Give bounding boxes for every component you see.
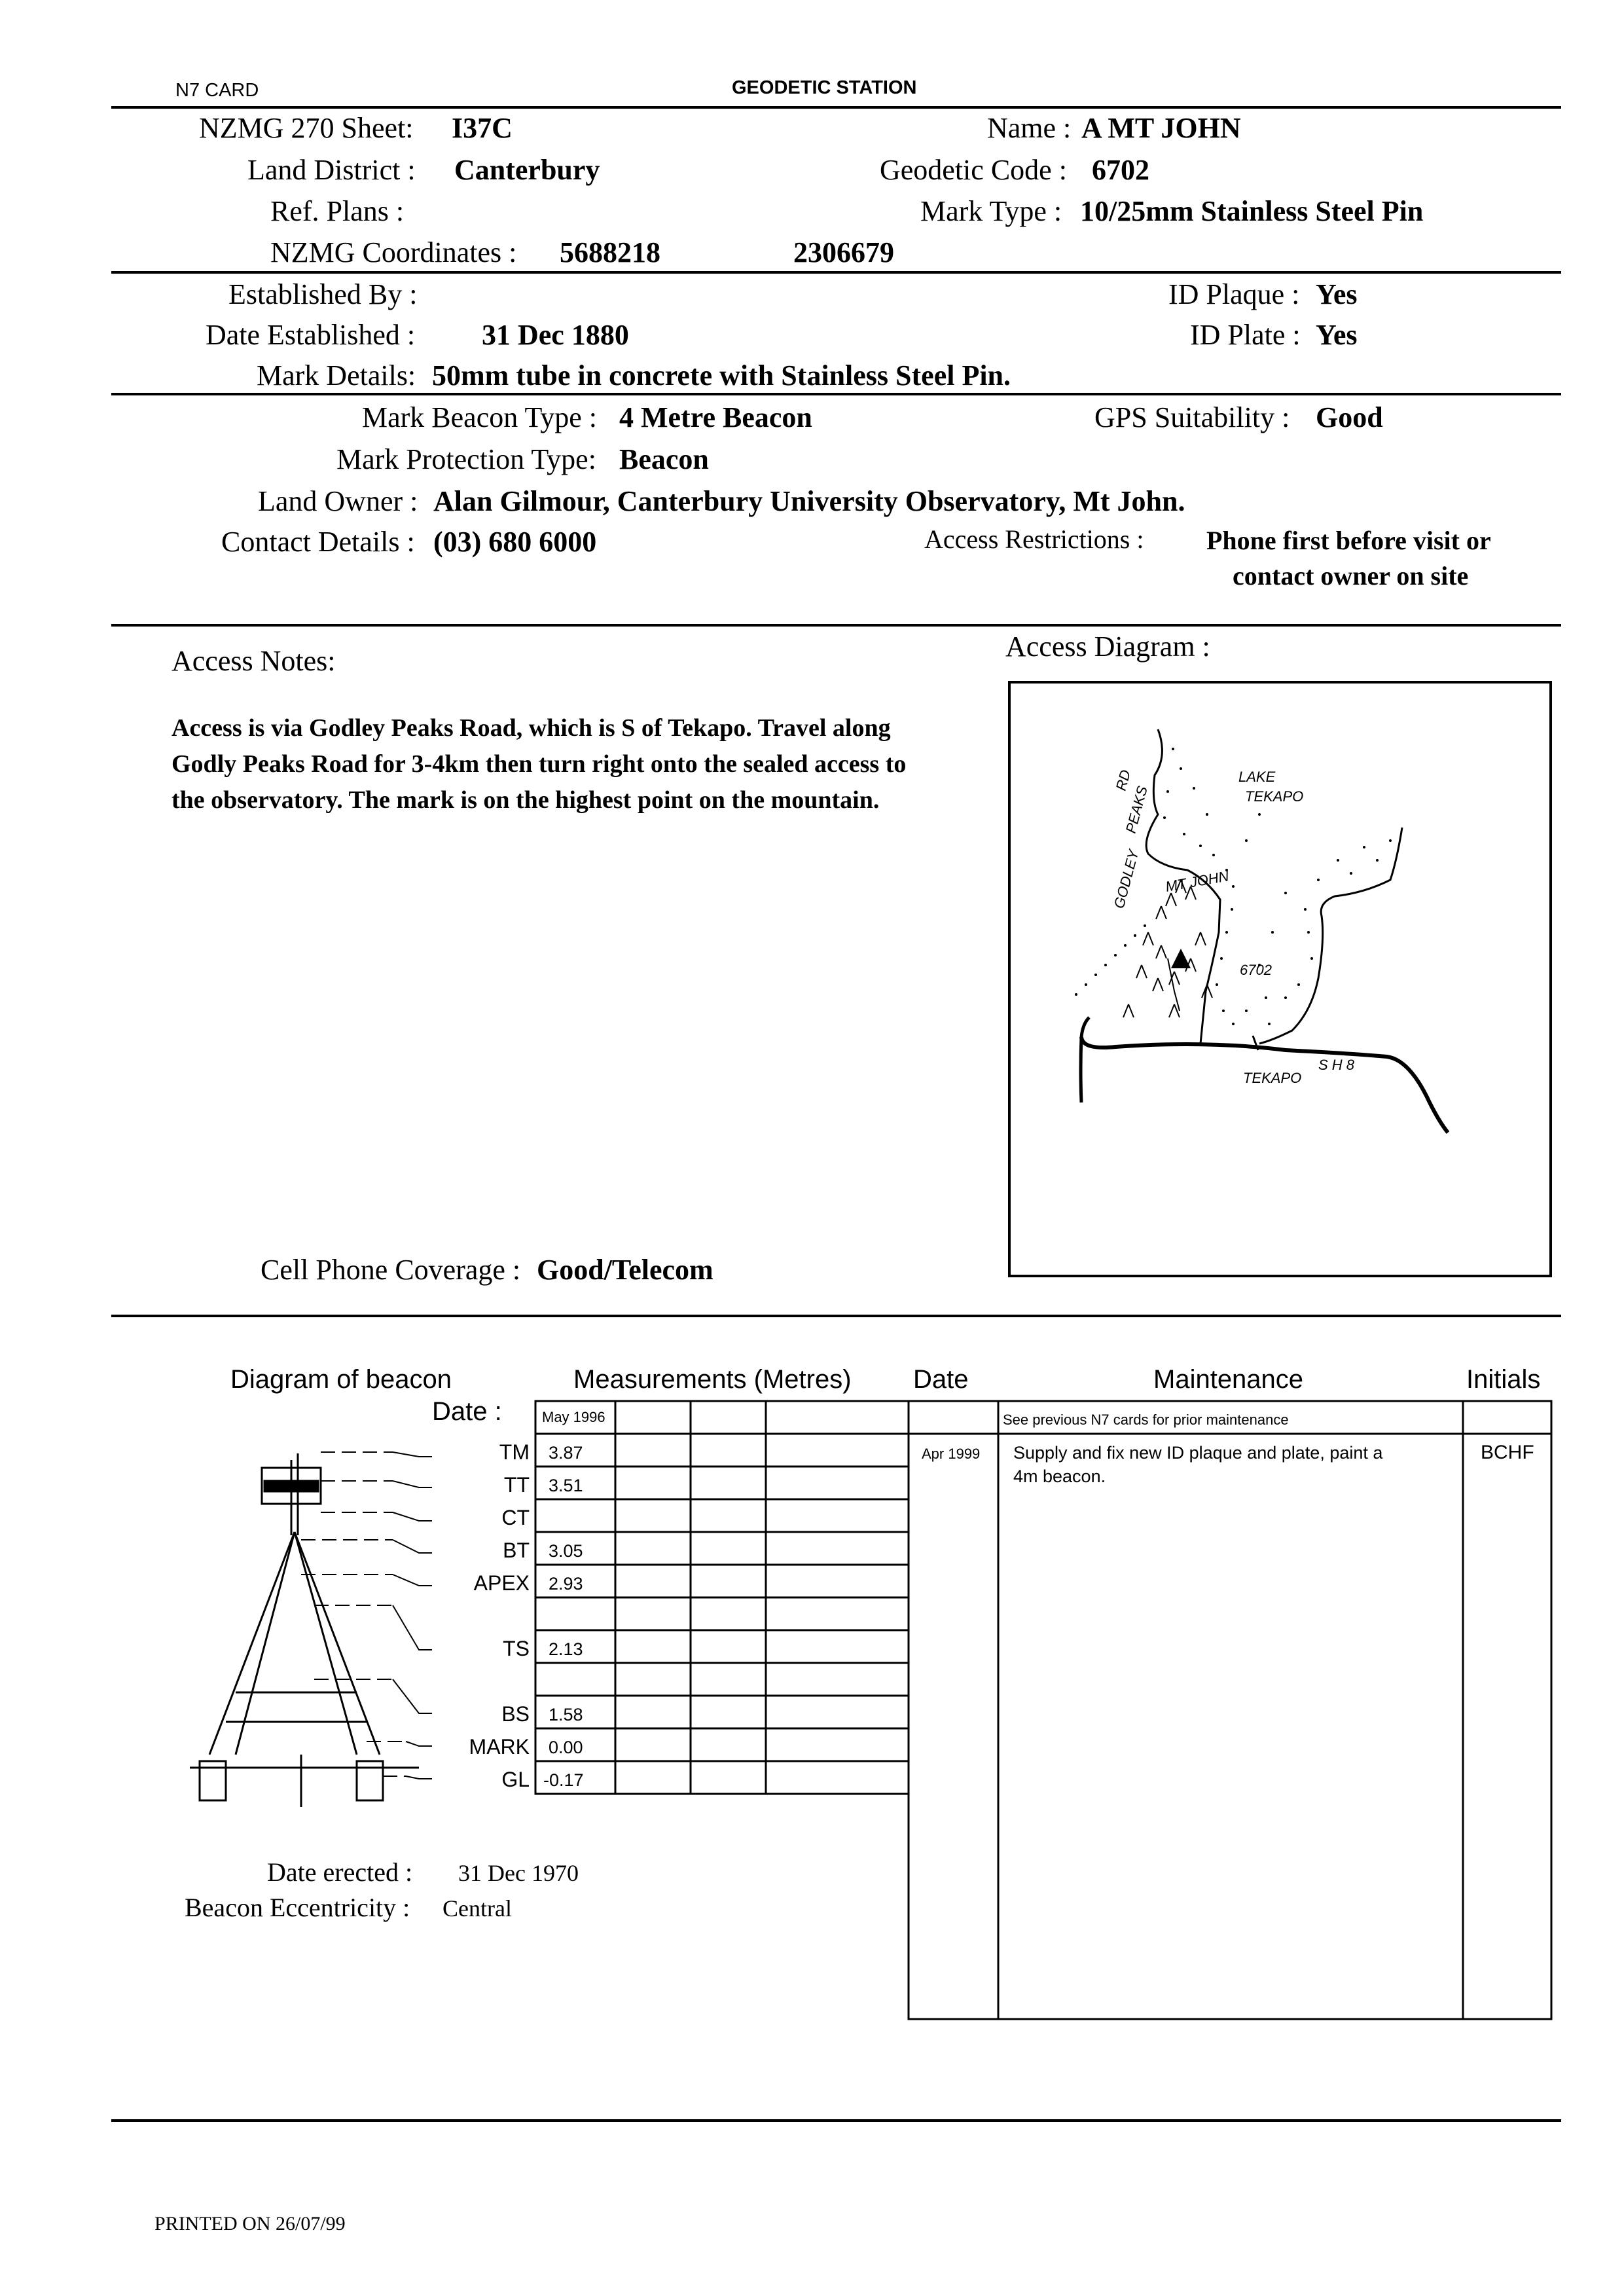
measurements-title: Measurements (Metres): [573, 1365, 852, 1394]
row-value-mark: 0.00: [549, 1738, 583, 1757]
cell-coverage-label: Cell Phone Coverage :: [261, 1254, 521, 1286]
maintenance-entry-line1: Supply and fix new ID plaque and plate, paint a: [1013, 1443, 1383, 1463]
contact-label: Contact Details :: [221, 526, 415, 558]
map-label-rd: RD: [1112, 768, 1134, 793]
mark-type-label: Mark Type :: [920, 195, 1062, 227]
row-label-ct: CT: [501, 1506, 530, 1529]
date-column-header: Date: [913, 1365, 969, 1394]
access-notes-label: Access Notes:: [171, 645, 336, 677]
row-value-bt: 3.05: [549, 1541, 583, 1561]
map-label-peaks: PEAKS: [1122, 784, 1151, 835]
land-owner-value: Alan Gilmour, Canterbury University Observatory, Mt John.: [433, 485, 1185, 517]
date-erected-label: Date erected :: [267, 1857, 413, 1887]
map-label-tekapo-lake: TEKAPO: [1245, 788, 1304, 805]
row-value-tm: 3.87: [549, 1443, 583, 1463]
access-diagram-map: [1008, 681, 1552, 1277]
maintenance-initials: BCHF: [1481, 1442, 1534, 1463]
coordinates-label: NZMG Coordinates :: [270, 236, 517, 268]
beacon-type-label: Mark Beacon Type :: [362, 401, 598, 433]
northing-value: 5688218: [560, 236, 660, 268]
access-notes-text: Access is via Godley Peaks Road, which is S of Tekapo. Travel along Godly Peaks Road for 3-4km then turn right onto the sealed access to the observatory. The mark is on the highest point on the mountain.: [171, 714, 907, 814]
ref-plans-label: Ref. Plans :: [270, 195, 405, 227]
cell-coverage-value: Good/Telecom: [537, 1254, 713, 1286]
mark-details-value: 50mm tube in concrete with Stainless Steel Pin.: [432, 359, 1011, 392]
date-row-label: Date :: [432, 1397, 502, 1426]
geodetic-code-label: Geodetic Code :: [880, 154, 1067, 186]
protection-label: Mark Protection Type:: [336, 443, 596, 475]
divider: [111, 393, 1561, 395]
initials-column-header: Initials: [1466, 1365, 1541, 1394]
row-label-gl: GL: [501, 1768, 530, 1791]
land-owner-label: Land Owner :: [258, 485, 418, 517]
map-label-code: 6702: [1240, 962, 1272, 978]
card-title: GEODETIC STATION: [732, 77, 917, 98]
row-value-tt: 3.51: [549, 1476, 583, 1495]
card-type: N7 CARD: [175, 80, 259, 101]
date-erected-value: 31 Dec 1970: [458, 1860, 579, 1886]
measurement-date-1: May 1996: [542, 1409, 605, 1425]
divider: [111, 2119, 1561, 2122]
contact-value: (03) 680 6000: [433, 526, 597, 558]
divider: [111, 1315, 1561, 1317]
row-value-apex: 2.93: [549, 1574, 583, 1594]
name-value: A MT JOHN: [1081, 112, 1241, 144]
beacon-diagram-label: Diagram of beacon: [230, 1365, 452, 1394]
trig-triangle-icon: [1171, 949, 1191, 968]
row-value-bs: 1.58: [549, 1705, 583, 1724]
maintenance-entry-line2: 4m beacon.: [1013, 1467, 1106, 1486]
sheet-label: NZMG 270 Sheet:: [199, 112, 414, 144]
row-label-apex: APEX: [473, 1571, 530, 1595]
row-label-tm: TM: [499, 1440, 530, 1464]
maintenance-column-header: Maintenance: [1153, 1365, 1304, 1394]
id-plate-value: Yes: [1316, 319, 1358, 351]
land-district-value: Canterbury: [454, 154, 600, 186]
map-label-godley: GODLEY: [1110, 848, 1142, 911]
row-label-mark: MARK: [469, 1735, 530, 1758]
access-restrictions-line1: Phone first before visit or: [1206, 526, 1491, 555]
easting-value: 2306679: [793, 236, 894, 268]
maintenance-date: Apr 1999: [922, 1446, 981, 1462]
sheet-value: I37C: [452, 112, 513, 144]
established-by-label: Established By :: [228, 278, 418, 310]
mark-type-value: 10/25mm Stainless Steel Pin: [1080, 195, 1424, 227]
row-label-bs: BS: [501, 1702, 530, 1726]
divider: [111, 271, 1561, 274]
divider: [111, 106, 1561, 109]
map-label-lake: LAKE: [1238, 769, 1276, 785]
lake-shoreline-east: [1259, 828, 1402, 1044]
name-label: Name :: [987, 112, 1072, 144]
date-established-label: Date Established :: [206, 319, 416, 351]
access-restrictions-label: Access Restrictions :: [924, 524, 1144, 554]
highway-west: [1081, 1017, 1089, 1102]
gps-value: Good: [1316, 401, 1383, 433]
map-label-highway: S H 8: [1318, 1057, 1355, 1073]
mark-details-label: Mark Details:: [257, 359, 416, 392]
maintenance-note: See previous N7 cards for prior maintenance: [1003, 1412, 1289, 1428]
map-label-mt-john: MT JOHN: [1164, 867, 1231, 895]
land-district-label: Land District :: [247, 154, 416, 186]
beacon-drawing: [190, 1452, 432, 1807]
access-restrictions-line2: contact owner on site: [1233, 561, 1469, 591]
id-plaque-label: ID Plaque :: [1168, 278, 1300, 310]
row-value-ts: 2.13: [549, 1639, 583, 1659]
eccentricity-label: Beacon Eccentricity :: [185, 1893, 410, 1922]
gps-label: GPS Suitability :: [1094, 401, 1290, 433]
eccentricity-value: Central: [442, 1895, 512, 1922]
row-label-tt: TT: [503, 1473, 530, 1497]
id-plaque-value: Yes: [1316, 278, 1358, 310]
date-established-value: 31 Dec 1880: [482, 319, 629, 351]
access-diagram-label: Access Diagram :: [1005, 630, 1210, 663]
geodetic-code-value: 6702: [1092, 154, 1149, 186]
map-label-tekapo-town: TEKAPO: [1243, 1070, 1302, 1086]
mountain-hachures: [1123, 880, 1212, 1017]
beacon-type-value: 4 Metre Beacon: [619, 401, 812, 433]
printed-date: PRINTED ON 26/07/99: [154, 2213, 346, 2234]
row-label-bt: BT: [503, 1539, 530, 1562]
row-value-gl: -0.17: [543, 1770, 584, 1790]
row-label-ts: TS: [503, 1637, 530, 1660]
divider: [111, 624, 1561, 627]
id-plate-label: ID Plate :: [1190, 319, 1301, 351]
protection-value: Beacon: [619, 443, 709, 475]
map-drawing: [1011, 683, 1549, 1275]
